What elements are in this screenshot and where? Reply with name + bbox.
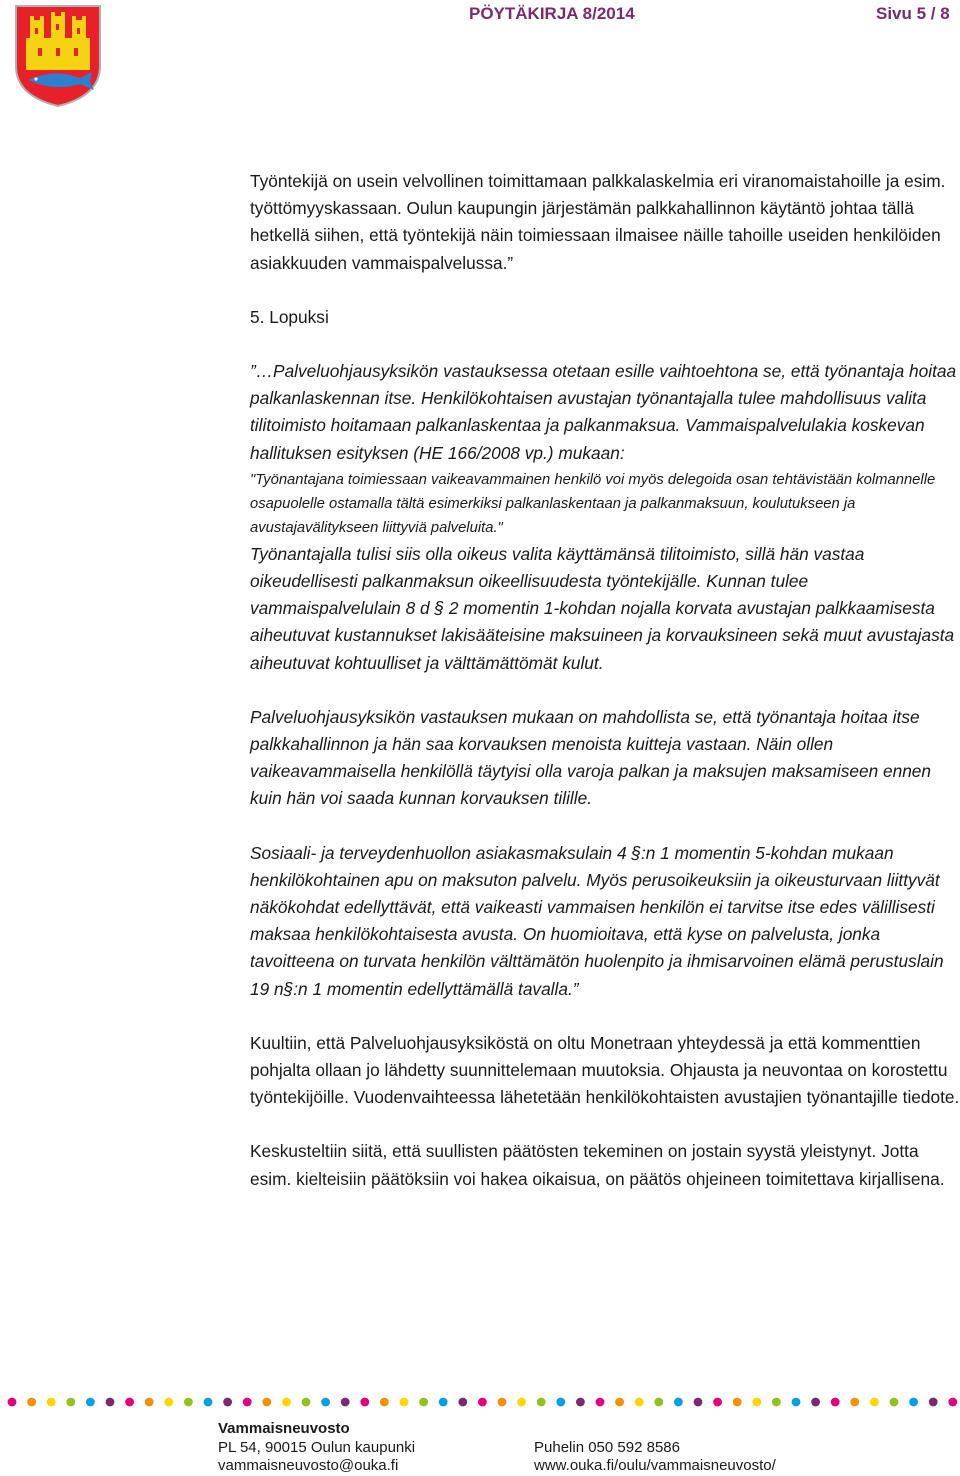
decorative-dot (243, 1398, 252, 1407)
decorative-dot (380, 1398, 389, 1407)
decorative-dot (439, 1398, 448, 1407)
document-body (250, 168, 960, 1193)
footer-address: PL 54, 90015 Oulun kaupunki (218, 1438, 416, 1456)
decorative-dot (909, 1398, 918, 1407)
decorative-dot (86, 1398, 95, 1407)
footer-phone: Puhelin 050 592 8586 (534, 1438, 680, 1456)
decorative-dot (458, 1398, 467, 1407)
decorative-dots (4, 1394, 960, 1410)
decorative-dot (27, 1398, 36, 1407)
decorative-dot (694, 1398, 703, 1407)
decorative-dot (66, 1398, 75, 1407)
decorative-dot (302, 1398, 311, 1407)
coat-of-arms-icon (14, 4, 102, 108)
decorative-dot (556, 1398, 565, 1407)
decorative-dot (811, 1398, 820, 1407)
decorative-dot (831, 1398, 840, 1407)
decorative-dot (615, 1398, 624, 1407)
footer-website[interactable]: www.ouka.fi/oulu/vammaisneuvosto/ (534, 1457, 776, 1474)
quoted-paragraph-4: Sosiaali- ja terveydenhuollon asiakasmaksulain 4 §:n 1 momentin 5-kohdan mukaan henkilökohtainen apu on maksuton palvelu. Myös perusoikeuksiin ja oikeusturvaan liittyvät näkökohdat edellyttävät, että vaikeasti vammaisen henkilön ei tarvitse itse edes välillisesti maksaa henkilökohtaisesta avusta. On huomioitava, että kyse on palvelusta, jonka tavoitteena on turvata henkilön välttämätön huolenpito ja ihmisarvoinen elämä perustuslain 19 n§:n 1 momentin edellyttämällä tavalla.” (250, 842, 944, 999)
decorative-dot (164, 1398, 173, 1407)
paragraph-intro: Työntekijä on usein velvollinen toimittamaan palkkalaskelmia eri viranomaistahoille ja esim. työttömyyskassaan. Oulun kaupungin järjestämän palkkahallinnon käytäntö johtaa tällä hetkellä siihen, että työntekijä näin toimiessaan ilmaisee näille tahoille useiden henkilöiden asiakkuuden vammaispalvelussa.” (250, 171, 946, 273)
decorative-dot (282, 1398, 291, 1407)
decorative-dot (47, 1398, 56, 1407)
decorative-dot (890, 1398, 899, 1407)
decorative-dot (713, 1398, 722, 1407)
decorative-dot (596, 1398, 605, 1407)
decorative-dot (792, 1398, 801, 1407)
decorative-dot (341, 1398, 350, 1407)
decorative-dot (537, 1398, 546, 1407)
decorative-dot (948, 1398, 957, 1407)
paragraph-monetra: Kuultiin, että Palveluohjausyksiköstä on oltu Monetraan yhteydessä ja että kommenttien pohjalta ollaan jo lähdetty suunnittelemaan muutoksia. Ohjausta ja neuvontaa on korostettu työntekijöille. Vuodenvaihteessa lähetetään henkilökohtaisten avustajien työnantajille tiedote. (250, 1032, 960, 1108)
decorative-dot (321, 1398, 330, 1407)
footer (218, 1420, 958, 1476)
quoted-paragraph: ”…Palveluohjausyksikön vastauksessa otetaan esille vaihtoehtona se, että työnantaja hoitaa palkanlaskennan itse. Henkilökohtaisen avustajan työnantajalla tulee mahdollisuus valita tilitoimisto hoitamaan palkanlaskentaa ja palkanmaksua. Vammaispalvelulakia koskevan hallituksen esityksen (HE 166/2008 vp.) mukaan: (250, 361, 957, 463)
legislation-quote: "Työnantajana toimiessaan vaikeavammainen henkilö voi myös delegoida osan tehtävistään kolmannelle osapuolelle ostamalla tältä esimerkiksi palkanlaskentaan ja palkanmaksuun, koulutukseen ja avustajavälitykseen liittyviä palveluita." (250, 471, 936, 537)
decorative-dot (125, 1398, 134, 1407)
decorative-dot (576, 1398, 585, 1407)
footer-email[interactable]: vammaisneuvosto@ouka.fi (218, 1457, 399, 1474)
footer-org: Vammaisneuvosto (218, 1420, 350, 1437)
document-title: PÖYTÄKIRJA 8/2014 (469, 4, 635, 23)
decorative-dot (752, 1398, 761, 1407)
decorative-dot (870, 1398, 879, 1407)
decorative-dot (635, 1398, 644, 1407)
decorative-dot (929, 1398, 938, 1407)
page-number: Sivu 5 / 8 (876, 4, 950, 23)
decorative-dot (419, 1398, 428, 1407)
decorative-dot (262, 1398, 271, 1407)
decorative-dot (360, 1398, 369, 1407)
section-heading: 5. Lopuksi (250, 306, 329, 327)
paragraph-decisions: Keskusteltiin siitä, että suullisten päätösten tekeminen on jostain syystä yleistynyt. Jotta esim. kielteisiin päätöksiin voi hakea oikaisua, on päätös ohjeineen toimitettava kirjallisena. (250, 1141, 945, 1189)
decorative-dot (106, 1398, 115, 1407)
decorative-dot (145, 1398, 154, 1407)
quoted-paragraph-3: Palveluohjausyksikön vastauksen mukaan on mahdollista se, että työnantaja hoitaa itse palkkahallinnon ja hän saa korvauksen menoista kuitteja vastaan. Näin ollen vaikeavammaisella henkilöllä täytyisi olla varoja palkan ja maksujen maksamiseen ennen kuin hän voi saada kunnan korvauksen tilille. (250, 706, 932, 809)
quoted-paragraph-2: Työnantajalla tulisi siis olla oikeus valita käyttämänsä tilitoimisto, sillä hän vastaa oikeudellisesti palkanmaksun oikeellisuudesta työntekijälle. Kunnan tulee vammaispalvelulain 8 d § 2 momentin 1-kohdan nojalla korvata avustajan palkkaamisesta aiheutuvat kustannukset lakisääteisine maksuineen ja korvauksineen sekä muut avustajasta aiheutuvat kohtuulliset ja välttämättömät kulut. (250, 543, 955, 673)
decorative-dot (8, 1398, 17, 1407)
decorative-dot (184, 1398, 193, 1407)
decorative-dot (498, 1398, 507, 1407)
decorative-dot (772, 1398, 781, 1407)
decorative-dot (400, 1398, 409, 1407)
decorative-dot (733, 1398, 742, 1407)
decorative-dot (478, 1398, 487, 1407)
decorative-dot (517, 1398, 526, 1407)
decorative-dot (674, 1398, 683, 1407)
decorative-dot (223, 1398, 232, 1407)
decorative-dot (654, 1398, 663, 1407)
decorative-dot (850, 1398, 859, 1407)
decorative-dot (204, 1398, 213, 1407)
